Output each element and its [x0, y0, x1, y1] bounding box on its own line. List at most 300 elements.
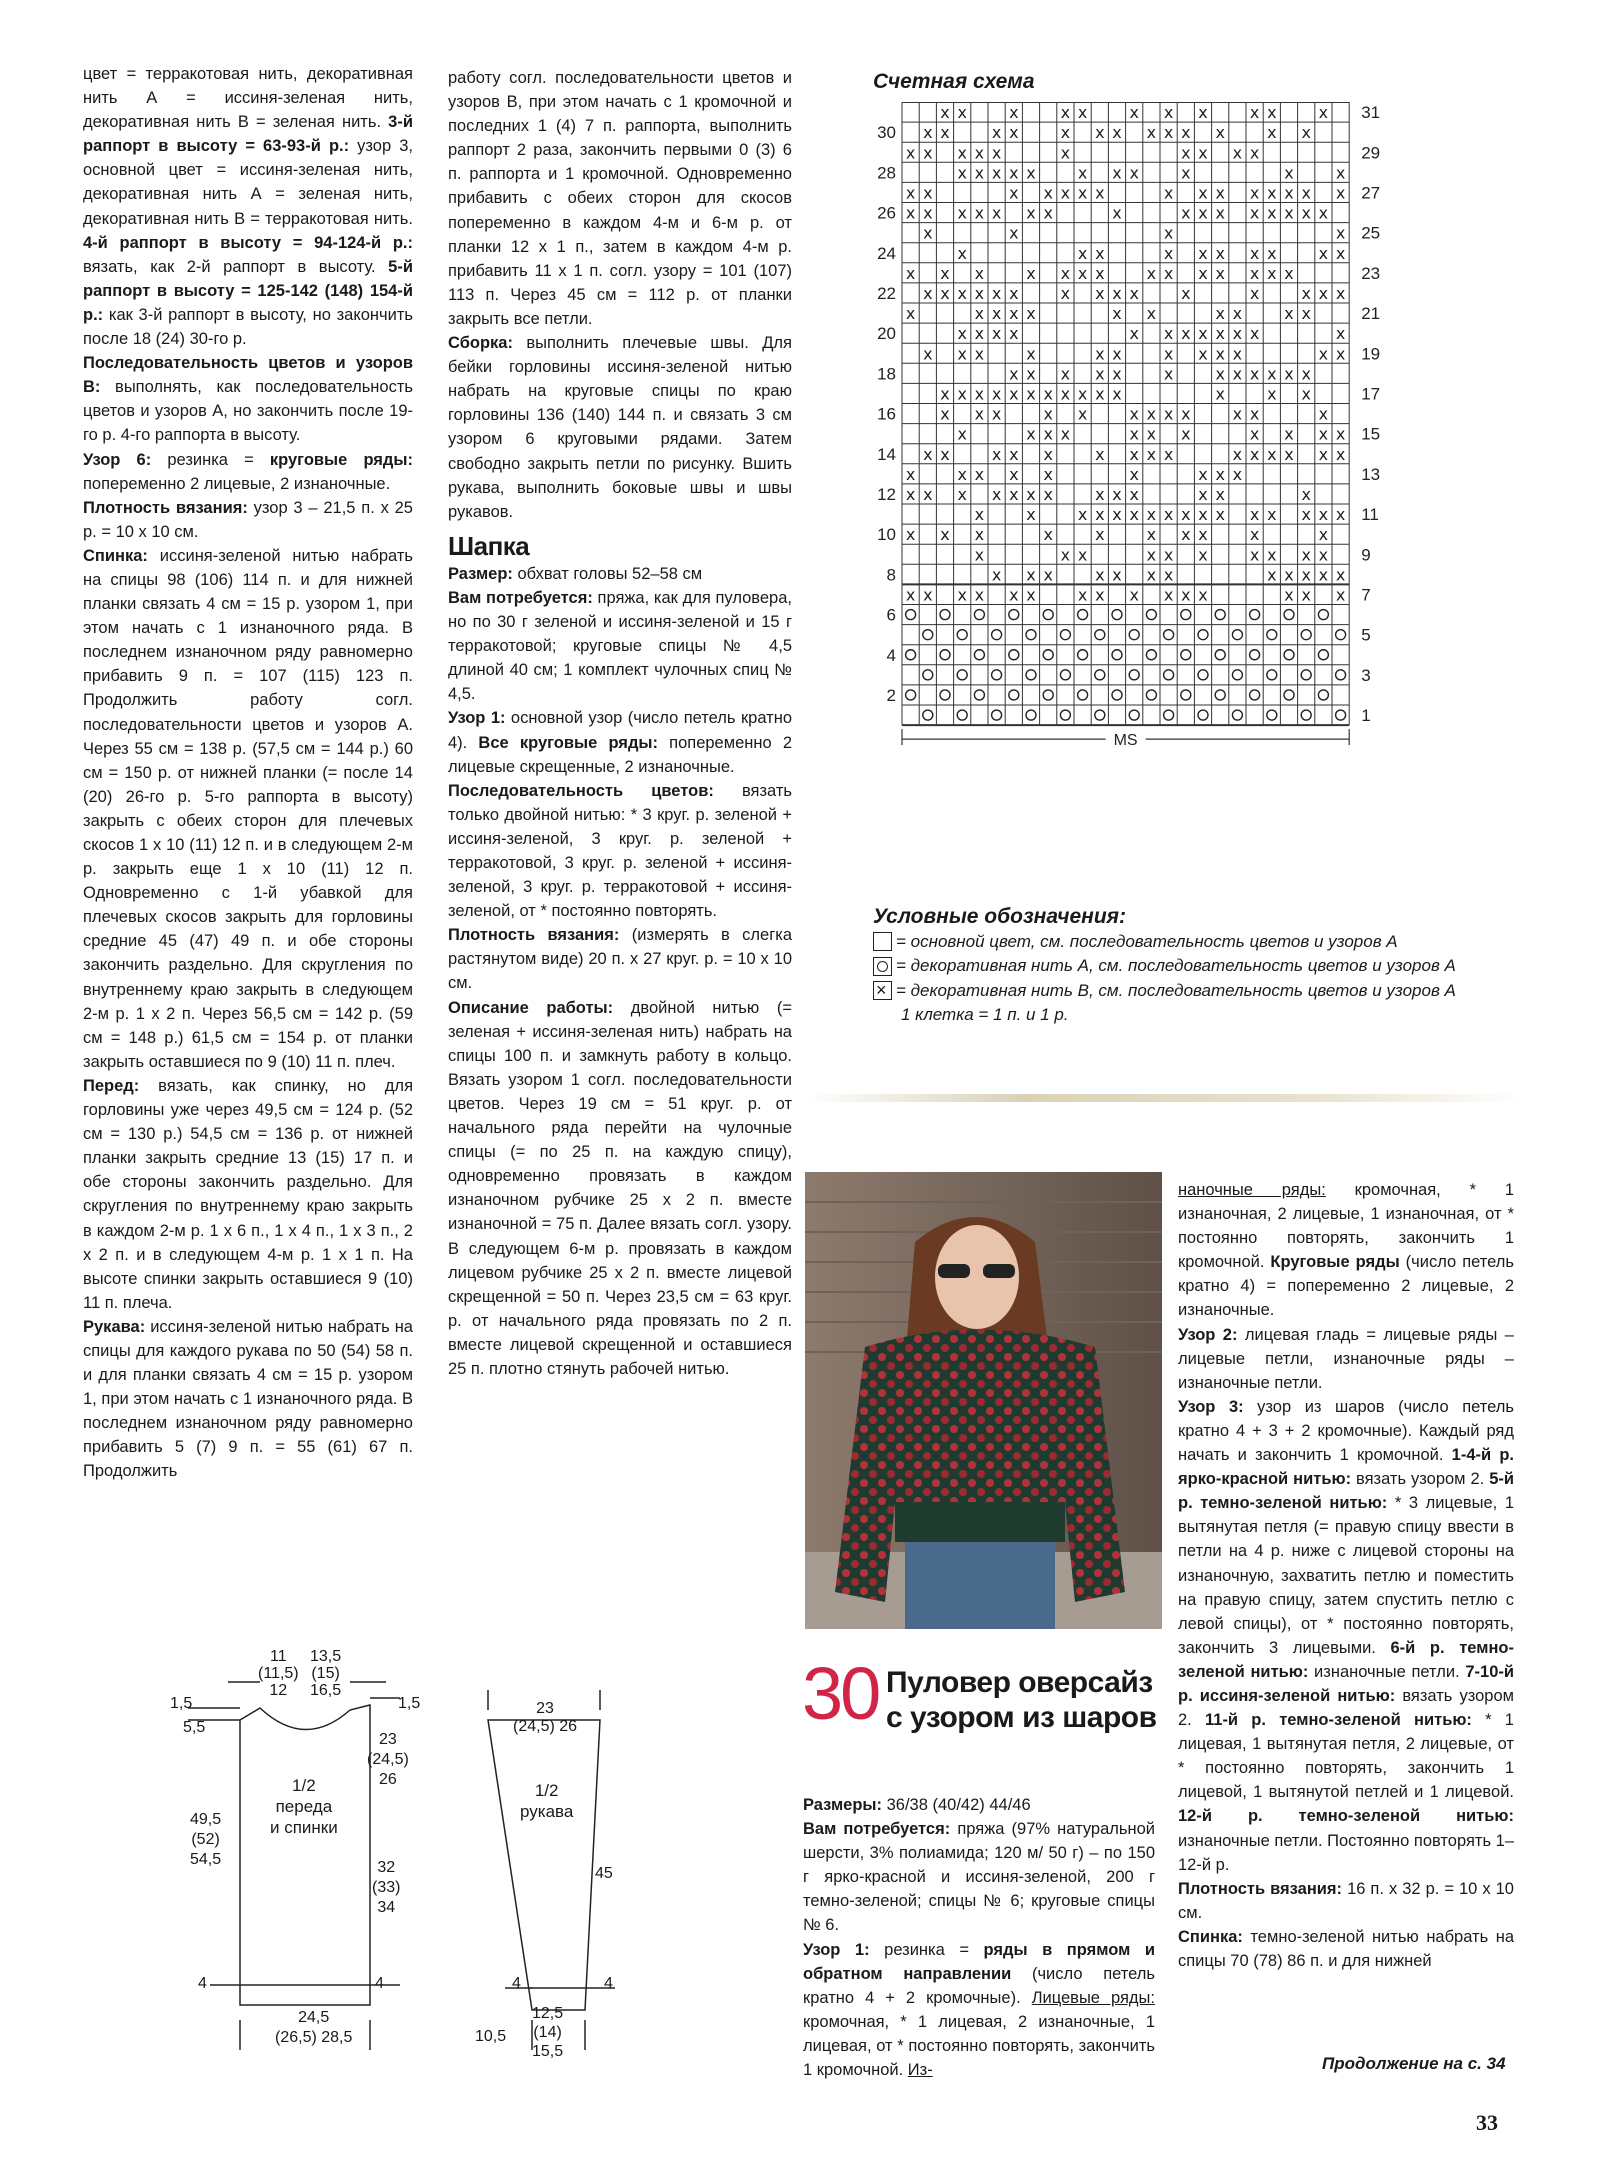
row-number-left: 30	[877, 123, 896, 143]
chart-circle-mark	[923, 670, 933, 680]
chart-circle-mark	[1232, 670, 1242, 680]
chart-circle-mark	[1078, 650, 1088, 660]
chart-x-mark: x	[1163, 223, 1174, 243]
chart-x-mark: x	[1060, 183, 1071, 203]
chart-x-mark: x	[1146, 404, 1157, 424]
row-number-right: 15	[1361, 424, 1381, 444]
chart-x-mark: x	[991, 203, 1002, 223]
chart-x-mark: x	[923, 203, 933, 223]
chart-x-mark: x	[1249, 143, 1260, 163]
chart-x-mark: x	[957, 283, 967, 303]
chart-circle-mark	[1112, 610, 1122, 620]
chart-x-mark: x	[1198, 263, 1208, 283]
chart-x-mark: x	[974, 585, 985, 605]
row-number-right: 5	[1361, 625, 1371, 645]
chart-circle-mark	[1198, 710, 1208, 720]
chart-x-mark: x	[1198, 344, 1208, 364]
chart-x-mark: x	[1060, 424, 1071, 444]
chart-x-mark: x	[957, 585, 967, 605]
chart-x-mark: x	[1318, 444, 1329, 464]
row-number-right: 19	[1361, 344, 1381, 364]
continue-note: Продолжение на с. 34	[1322, 2054, 1506, 2073]
chart-x-mark: x	[1095, 384, 1105, 404]
chart-x-mark: x	[1284, 364, 1294, 384]
chart-circle-mark	[1026, 670, 1036, 680]
chart-circle-mark	[1301, 710, 1311, 720]
chart-x-mark: x	[1112, 364, 1122, 384]
chart-x-mark: x	[1077, 545, 1088, 565]
chart-x-mark: x	[991, 304, 1002, 324]
chart-x-mark: x	[1198, 183, 1208, 203]
cross-square-icon	[873, 981, 892, 1000]
garment-schematics	[160, 1640, 800, 2090]
sleeve-top-label: 23 (24,5) 26	[513, 1700, 578, 1735]
sleeve-piece-label: 1/2 рукава	[520, 1781, 574, 1821]
sleeve-band-right-label: 4	[604, 1975, 613, 1992]
chart-circle-mark	[1043, 690, 1053, 700]
row-number-right: 3	[1361, 665, 1371, 685]
chart-x-mark: x	[1181, 123, 1191, 143]
chart-x-mark: x	[1284, 263, 1294, 283]
chart-x-mark: x	[1009, 223, 1019, 243]
chart-x-mark: x	[1232, 143, 1243, 163]
chart-x-mark: x	[1249, 444, 1260, 464]
chart-x-mark: x	[1095, 364, 1105, 384]
legend-item-main: = основной цвет, см. последовательность цветов и узоров А	[873, 930, 1456, 955]
chart-x-mark: x	[1060, 143, 1071, 163]
chart-x-mark: x	[1009, 123, 1019, 143]
chart-x-mark: x	[940, 103, 950, 123]
chart-x-mark: x	[923, 484, 933, 504]
chart-x-mark: x	[905, 304, 916, 324]
chart-circle-mark	[1009, 690, 1019, 700]
chart-x-mark: x	[1026, 585, 1036, 605]
chart-x-mark: x	[1232, 464, 1243, 484]
chart-x-mark: x	[1095, 505, 1105, 525]
chart-x-mark: x	[1215, 464, 1225, 484]
chart-circle-mark	[940, 610, 950, 620]
chart-x-mark: x	[1232, 444, 1243, 464]
chart-x-mark: x	[1181, 283, 1191, 303]
chart-x-mark: x	[957, 143, 967, 163]
chart-x-mark: x	[1112, 344, 1122, 364]
chart-x-mark: x	[974, 344, 985, 364]
hat-section-title: Шапка	[448, 530, 530, 561]
chart-circle-mark	[1215, 690, 1225, 700]
chart-x-mark: x	[1318, 565, 1329, 585]
legend-item-b: × = декоративная нить В, см. последовательность цветов и узоров А	[873, 979, 1456, 1004]
hat-instructions: Размер: обхват головы 52–58 см Вам потребуется: пряжа, как для пуловера, но по 30 г зеленой и иссиня-зеленой и 15 г терракотовой; круговые спицы № 4,5 длиной 40 см; 1 комплект чулочных спиц № 4,5. Узор 1: основной узор (число петель кратно 4). Все круговые ряды: попеременно 2 лицевые скрещенные, 2 изнаночные. Последовательность цветов: вязать только двойной нитью: * 3 круг. р. зеленой + иссиня-зеленой, 3 круг. р. зеленой + терракотовой, 3 круг. р. зеленой + иссиня-зеленой, 3 круг. р. терракотовой + иссиня-зеленой, от * постоянно повторять. Плотность вязания: (измерять в слегка растянутом виде) 20 п. х 27 круг. р. = 10 х 10 см. Описание работы: двойной нитью (= зеленая + иссиня-зеленая нить) набрать на спицы 100 п. и замкнуть работу в кольцо. Вязать узором 1 согл. последовательности цветов. Через 19 см = 51 круг. р. от начального ряда перейти на чулочные спицы (= по 25 п. на каждую спицу), одновременно провязать в каждом изнаночном рубчике 25 х 2 п. вместе изнаночной = 75 п. Далее вязать согл. узору. В следующем 6-м р. провязать в каждом лицевом рубчике 25 х 2 п. вместе лицевой скрещенной = 50 п. Через 23,5 см = 63 круг. р. от начального ряда провязать по 2 п. вместе лицевой скрещенной и оставшиеся 25 п. плотно стянуть рабочей нитью.	[448, 564, 792, 1378]
chart-circle-mark	[1301, 630, 1311, 640]
chart-x-mark: x	[1112, 505, 1122, 525]
chart-x-mark: x	[923, 444, 933, 464]
chart-x-mark: x	[1267, 203, 1277, 223]
chart-x-mark: x	[1198, 324, 1208, 344]
chart-x-mark: x	[1215, 324, 1225, 344]
chart-x-mark: x	[1043, 384, 1053, 404]
chart-x-mark: x	[923, 344, 933, 364]
chart-x-mark: x	[1146, 565, 1157, 585]
chart-x-mark: x	[1335, 505, 1346, 525]
chart-x-mark: x	[1301, 585, 1311, 605]
chart-circle-mark	[957, 670, 967, 680]
chart-x-mark: x	[1215, 243, 1225, 263]
chart-x-mark: x	[1095, 183, 1105, 203]
left-shoulder-drop-label: 1,5	[170, 1695, 193, 1712]
chart-x-mark: x	[1129, 103, 1139, 123]
chart-x-mark: x	[1146, 263, 1157, 283]
chart-x-mark: x	[1232, 364, 1243, 384]
chart-x-mark: x	[1009, 585, 1019, 605]
chart-x-mark: x	[991, 565, 1002, 585]
chart-x-mark: x	[1249, 545, 1260, 565]
chart-circle-mark	[940, 650, 950, 660]
chart-x-mark: x	[1095, 263, 1105, 283]
chart-x-mark: x	[974, 525, 985, 545]
chart-x-mark: x	[1077, 263, 1088, 283]
chart-x-mark: x	[1163, 324, 1174, 344]
chart-circle-mark	[1009, 650, 1019, 660]
chart-x-mark: x	[1267, 444, 1277, 464]
text-column-3: Размеры: 36/38 (40/42) 44/46 Вам потребуется: пряжа (97% натуральной шерсти, 3% полиамида; 120 м/ 50 г) – по 150 г ярко-красной и иссиня-зеленой, 200 г темно-зеленой; спицы № 6; круговые спицы № 6. Узор 1: резинка = ряды в прямом и обратном направлении (число петель кратно 4 + 2 кромочные). Лицевые ряды: кромочная, * 1 лицевая, 2 изнаночные, 1 лицевая, от * постоянно повторять, закончить 1 кромочной. Из-	[803, 1796, 1155, 2080]
sleeve-band-left-label: 4	[512, 1975, 521, 1992]
chart-circle-mark	[1250, 690, 1260, 700]
chart-circle-mark	[1095, 630, 1105, 640]
chart-x-mark: x	[957, 424, 967, 444]
right-shoulder-drop-label: 1,5	[398, 1695, 421, 1712]
chart-x-mark: x	[1077, 384, 1088, 404]
chart-x-mark: x	[1129, 585, 1139, 605]
chart-x-mark: x	[1129, 505, 1139, 525]
chart-x-mark: x	[1060, 384, 1071, 404]
chart-circle-mark	[1129, 630, 1139, 640]
chart-circle-mark	[1215, 650, 1225, 660]
chart-x-mark: x	[1318, 243, 1329, 263]
chart-x-mark: x	[1026, 484, 1036, 504]
chart-x-mark: x	[1249, 525, 1260, 545]
chart-x-mark: x	[923, 183, 933, 203]
chart-x-mark: x	[1318, 344, 1329, 364]
chart-x-mark: x	[1129, 404, 1139, 424]
chart-x-mark: x	[991, 404, 1002, 424]
chart-circle-mark	[974, 650, 984, 660]
chart-x-mark: x	[1181, 525, 1191, 545]
chart-circle-mark	[1112, 650, 1122, 660]
chart-x-mark: x	[1163, 263, 1174, 283]
chart-x-mark: x	[1112, 304, 1122, 324]
chart-x-mark: x	[1215, 384, 1225, 404]
chart-circle-mark	[1318, 690, 1328, 700]
chart-x-mark: x	[1077, 183, 1088, 203]
chart-x-mark: x	[1146, 525, 1157, 545]
chart-x-mark: x	[1009, 304, 1019, 324]
chart-x-mark: x	[1163, 585, 1174, 605]
chart-x-mark: x	[1112, 484, 1122, 504]
chart-x-mark: x	[1181, 324, 1191, 344]
empty-square-icon	[873, 932, 892, 951]
chart-circle-mark	[1095, 670, 1105, 680]
chart-circle-mark	[923, 630, 933, 640]
chart-x-mark: x	[1163, 545, 1174, 565]
chart-x-mark: x	[1163, 183, 1174, 203]
chart-x-mark: x	[1301, 484, 1311, 504]
chart-x-mark: x	[1043, 404, 1053, 424]
chart-x-mark: x	[1026, 203, 1036, 223]
chart-circle-mark	[1336, 670, 1346, 680]
chart-x-mark: x	[1301, 364, 1311, 384]
chart-circle-mark	[1129, 670, 1139, 680]
chart-x-mark: x	[1112, 163, 1122, 183]
chart-x-mark: x	[1146, 505, 1157, 525]
chart-x-mark: x	[1095, 585, 1105, 605]
circle-square-icon	[873, 957, 892, 976]
chart-circle-mark	[1232, 630, 1242, 640]
chart-x-mark: x	[991, 143, 1002, 163]
row-number-left: 26	[877, 203, 896, 223]
chart-x-mark: x	[1163, 364, 1174, 384]
chart-x-mark: x	[1026, 364, 1036, 384]
chart-circle-mark	[1336, 710, 1346, 720]
chart-x-mark: x	[940, 404, 950, 424]
chart-x-mark: x	[1077, 505, 1088, 525]
row-number-right: 27	[1361, 183, 1381, 203]
chart-x-mark: x	[1335, 565, 1346, 585]
sleeve-length-label: 45	[595, 1865, 613, 1882]
chart-x-mark: x	[923, 283, 933, 303]
chart-x-mark: x	[1146, 424, 1157, 444]
chart-x-mark: x	[1129, 484, 1139, 504]
chart-x-mark: x	[1267, 565, 1277, 585]
body-piece-label: 1/2 переда и спинки	[270, 1776, 338, 1837]
counting-chart	[868, 102, 1548, 887]
chart-x-mark: x	[1095, 123, 1105, 143]
chart-circle-mark	[957, 710, 967, 720]
chart-x-mark: x	[1026, 263, 1036, 283]
chart-x-mark: x	[1267, 243, 1277, 263]
chart-x-mark: x	[1198, 464, 1208, 484]
chart-x-mark: x	[940, 283, 950, 303]
chart-circle-mark	[1267, 630, 1277, 640]
chart-x-mark: x	[974, 545, 985, 565]
chart-x-mark: x	[1026, 384, 1036, 404]
chart-x-mark: x	[1095, 565, 1105, 585]
chart-x-mark: x	[1060, 123, 1071, 143]
chart-circle-mark	[1284, 690, 1294, 700]
chart-x-mark: x	[1146, 545, 1157, 565]
chart-x-mark: x	[1043, 464, 1053, 484]
chart-x-mark: x	[1335, 243, 1346, 263]
chart-circle-mark	[1284, 650, 1294, 660]
chart-x-mark: x	[1009, 324, 1019, 344]
chart-x-mark: x	[1335, 183, 1346, 203]
chart-x-mark: x	[1146, 444, 1157, 464]
chart-x-mark: x	[1077, 103, 1088, 123]
row-number-left: 6	[886, 605, 896, 625]
legend-item-a: = декоративная нить А, см. последовательность цветов и узоров А	[873, 954, 1456, 979]
row-number-left: 10	[877, 525, 896, 545]
sweater-photo-illustration	[805, 1172, 1162, 1629]
chart-x-mark: x	[940, 525, 950, 545]
chart-x-mark: x	[1198, 525, 1208, 545]
chart-circle-mark	[1095, 710, 1105, 720]
row-number-left: 22	[877, 283, 896, 303]
row-number-right: 17	[1361, 384, 1381, 404]
row-number-right: 23	[1361, 263, 1381, 283]
chart-x-mark: x	[1249, 263, 1260, 283]
text-column-1: цвет = терракотовая нить, декоративная нить А = иссиня-зеленая нить, декоративная нить В = зеленая нить. 3-й раппорт в высоту = 63-93-й р.: узор 3, основной цвет = иссиня-зеленая нить, декоративная нить А = зеленая нить, декоративная нить В = терракотовая нить. 4-й раппорт в высоту = 94-124-й р.: вязать, как 2-й раппорт в высоту. 5-й раппорт в высоту = 125-142 (148) 154-й р.: как 3-й раппорт в высоту, но закончить после 18 (24) 30-го р. Последовательность цветов и узоров В: выполнять, как последовательность цветов и узоров А, но закончить после 19-го р. 4-го раппорта в высоту. Узор 6: резинка = круговые ряды: попеременно 2 лицевые, 2 изнаночные. Плотность вязания: узор 3 – 21,5 п. х 25 р. = 10 х 10 см. Спинка: иссиня-зеленой нитью набрать на спицы 98 (106) 114 п. и для нижней планки связать 4 см = 15 р. узором 1, при этом начать с 1 изнаночного ряда. В последнем изнаночном ряду равномерно прибавить 9 п. = 107 (115) 123 п. Продолжить работу согл. последовательности цветов и узоров А. Через 55 см = 138 р. (57,5 см = 144 р.) 60 см = 150 р. от нижней планки (= после 14 (20) 26-го р. 5-го раппорта в высоту) закрыть с обеих сторон для плечевых скосов 1 х 10 (11) 12 п. и в следующем 2-м р. закрыть еще 1 х 10 (11) 12 п. Одновременно с 1-й убавкой для плечевых скосов закрыть для горловины средние 45 (47) 49 п. и обе стороны закончить раздельно. Для скругления по внутреннему краю закрыть в следующем 2-м р. 1 х 2 п. Через 56,5 см = 142 р. (59 см = 148 р.) 61,5 см = 154 р. от планки закрыть оставшиеся по 9 (10) 11 п. плеч. Перед: вязать, как спинку, но для горловины уже через 49,5 см = 124 р. (52 см = 130 р.) 54,5 см = 136 р. от нижней планки закрыть средние 13 (15) 17 п. и обе стороны закончить раздельно. Для скругления по внутреннему краю закрыть в каждом 2-м р. 1 х 6 п., 1 х 4 п., 1 х 3 п., 2 х 2 п. и в следующем 4-м р. 1 х 1 п. На высоте спинки закрыть оставшиеся 9 (10) 11 п. плеча. Рукава: иссиня-зеленой нитью набрать на спицы для каждого рукава по 50 (54) 58 п. и для планки связать 4 см = 15 р. узором 1, при этом начать с 1 изнаночного ряда. В последнем изнаночном ряду равномерно прибавить 5 (7) 9 п. = 55 (61) 67 п. Продолжить	[83, 65, 413, 1481]
chart-x-mark: x	[1215, 304, 1225, 324]
chart-x-mark: x	[991, 163, 1002, 183]
chart-x-mark: x	[1163, 123, 1174, 143]
row-number-right: 31	[1361, 103, 1381, 123]
chart-x-mark: x	[1043, 444, 1053, 464]
chart-x-mark: x	[905, 143, 916, 163]
chart-x-mark: x	[991, 384, 1002, 404]
chart-x-mark: x	[1112, 203, 1122, 223]
chart-x-mark: x	[1095, 484, 1105, 504]
row-number-left: 20	[877, 324, 896, 344]
chart-circle-mark	[1198, 670, 1208, 680]
chart-x-mark: x	[1181, 143, 1191, 163]
chart-x-mark: x	[1301, 384, 1311, 404]
row-number-left: 8	[886, 565, 896, 585]
chart-x-mark: x	[1249, 505, 1260, 525]
chart-x-mark: x	[1009, 163, 1019, 183]
chart-x-mark: x	[905, 203, 916, 223]
row-number-left: 2	[886, 685, 896, 705]
row-number-right: 21	[1361, 304, 1381, 324]
chart-x-mark: x	[991, 444, 1002, 464]
chart-x-mark: x	[1095, 283, 1105, 303]
chart-x-mark: x	[1267, 183, 1277, 203]
chart-x-mark: x	[905, 263, 916, 283]
row-number-right: 1	[1361, 706, 1371, 726]
chart-x-mark: x	[974, 404, 985, 424]
chart-x-mark: x	[1026, 304, 1036, 324]
chart-circle-mark	[906, 610, 916, 620]
chart-circle-mark	[1318, 610, 1328, 620]
chart-x-mark: x	[974, 464, 985, 484]
chart-x-mark: x	[1284, 183, 1294, 203]
chart-x-mark: x	[974, 505, 985, 525]
chart-x-mark: x	[1301, 203, 1311, 223]
chart-x-mark: x	[1095, 444, 1105, 464]
chart-x-mark: x	[1198, 545, 1208, 565]
chart-x-mark: x	[1181, 585, 1191, 605]
chart-circle-mark	[1181, 690, 1191, 700]
chart-x-mark: x	[905, 585, 916, 605]
chart-x-mark: x	[1284, 585, 1294, 605]
armhole-height-label: 23 (24,5) 26	[367, 1731, 409, 1788]
chart-circle-mark	[1009, 610, 1019, 620]
chart-x-mark: x	[1009, 183, 1019, 203]
chart-x-mark: x	[1112, 384, 1122, 404]
chart-x-mark: x	[1129, 283, 1139, 303]
side-length-label: 32 (33) 34	[372, 1859, 401, 1916]
chart-x-mark: x	[923, 585, 933, 605]
body-length-label: 49,5 (52) 54,5	[190, 1811, 222, 1868]
chart-x-mark: x	[1249, 424, 1260, 444]
row-number-right: 25	[1361, 223, 1381, 243]
chart-x-mark: x	[1026, 344, 1036, 364]
chart-x-mark: x	[957, 324, 967, 344]
chart-x-mark: x	[1318, 404, 1329, 424]
chart-circle-mark	[1215, 610, 1225, 620]
sweater-continuation: работу согл. последовательности цветов и узоров В, при этом начать с 1 кромочной и последних 1 (4) 7 п. раппорта, выполнить раппорт 2 раза, закончить первыми 0 (3) 6 п. раппорта и 1 кромочной. Одновременно прибавить с обеих сторон для скосов попеременно в каждом 4-м и 6-м р. от планки 12 х 1 п., затем в каждом 4-м р. прибавить 11 х 1 п. согл. узору = 101 (107) 113 п. Через 45 см = 112 р. от планки закрыть все петли. Сборка: выполнить плечевые швы. Для бейки горловины иссиня-зеленой нитью набрать на круговые спицы по краю горловины 136 (140) 144 п. и связать 3 см узором 6 круговыми рядами. Затем свободно закрыть петли по рисунку. Вшить рукава, выполнить боковые швы и швы рукавов.	[448, 69, 792, 521]
neck-depth-label: 5,5	[183, 1719, 206, 1736]
chart-x-mark: x	[1318, 424, 1329, 444]
chart-x-mark: x	[1267, 123, 1277, 143]
chart-x-mark: x	[974, 283, 985, 303]
chart-x-mark: x	[1129, 324, 1139, 344]
chart-circle-mark	[906, 650, 916, 660]
chart-x-mark: x	[1284, 424, 1294, 444]
chart-x-mark: x	[991, 484, 1002, 504]
chart-circle-mark	[923, 710, 933, 720]
chart-x-mark: x	[1009, 283, 1019, 303]
chart-x-mark: x	[1232, 404, 1243, 424]
body-band-right-label: 4	[375, 1975, 384, 1992]
chart-x-mark: x	[1181, 404, 1191, 424]
chart-x-mark: x	[1026, 424, 1036, 444]
chart-circle-mark	[1060, 630, 1070, 640]
chart-x-mark: x	[991, 123, 1002, 143]
chart-x-mark: x	[1163, 103, 1174, 123]
chart-x-mark: x	[1129, 163, 1139, 183]
chart-x-mark: x	[1026, 163, 1036, 183]
chart-x-mark: x	[1009, 464, 1019, 484]
chart-x-mark: x	[1060, 103, 1071, 123]
row-number-left: 14	[877, 444, 896, 464]
chart-x-mark: x	[1267, 263, 1277, 283]
row-number-right: 11	[1361, 505, 1379, 525]
chart-x-mark: x	[1301, 505, 1311, 525]
chart-x-mark: x	[1163, 505, 1174, 525]
chart-circle-mark	[992, 630, 1002, 640]
chart-x-mark: x	[1077, 243, 1088, 263]
chart-x-mark: x	[974, 263, 985, 283]
chart-x-mark: x	[974, 384, 985, 404]
chart-x-mark: x	[1249, 283, 1260, 303]
chart-x-mark: x	[1267, 384, 1277, 404]
legend-note: 1 клетка = 1 п. и 1 р.	[901, 1005, 1069, 1024]
chart-grid	[868, 102, 1548, 882]
ms-label: MS	[1113, 732, 1138, 750]
chart-x-mark: x	[1267, 505, 1277, 525]
chart-x-mark: x	[1112, 565, 1122, 585]
chart-x-mark: x	[1163, 344, 1174, 364]
chart-x-mark: x	[1009, 384, 1019, 404]
chart-circle-mark	[1181, 650, 1191, 660]
chart-circle-mark	[1146, 650, 1156, 660]
chart-x-mark: x	[1198, 585, 1208, 605]
chart-x-mark: x	[1198, 103, 1208, 123]
chart-x-mark: x	[1335, 324, 1346, 344]
chart-x-mark: x	[1181, 203, 1191, 223]
chart-x-mark: x	[1318, 545, 1329, 565]
chart-circle-mark	[992, 670, 1002, 680]
chart-circle-mark	[1060, 670, 1070, 680]
chart-x-mark: x	[1284, 163, 1294, 183]
chart-x-mark: x	[1043, 424, 1053, 444]
chart-x-mark: x	[1284, 203, 1294, 223]
chart-x-mark: x	[923, 223, 933, 243]
chart-circle-mark	[1284, 610, 1294, 620]
chart-x-mark: x	[1077, 163, 1088, 183]
chart-x-mark: x	[1232, 344, 1243, 364]
chart-circle-mark	[1112, 690, 1122, 700]
chart-x-mark: x	[957, 344, 967, 364]
